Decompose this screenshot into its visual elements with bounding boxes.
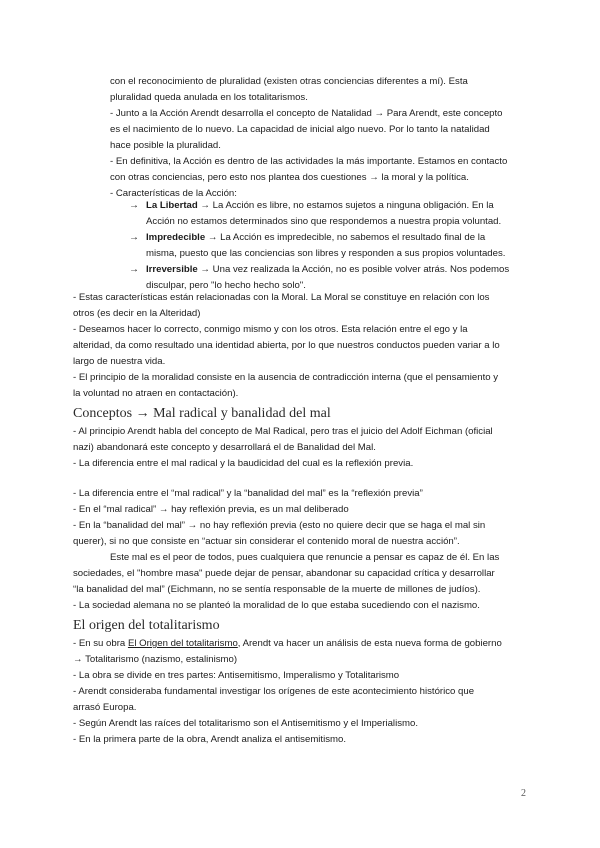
text-line: - El principio de la moralidad consiste en la ausencia de contradicción interna (que el pensamiento y (73, 372, 499, 383)
text-line: otros (es decir en la Alteridad) (73, 308, 201, 319)
characteristic-text: → La Acción es impredecible, no sabemos el resultado final de la (205, 232, 486, 243)
text-line: “la banalidad del mal” (Eichmann, no se sentía responsable de la muerte de millones de judíos). (73, 584, 481, 595)
book-title-link: El Origen del totalitarismo (127, 638, 238, 649)
text-line: - En el “mal radical” → hay reflexión previa, es un mal deliberado (73, 504, 349, 515)
text-line: sociedades, el "hombre masa" puede dejar de pensar, abandonar su capacidad crítica y desarrollar (73, 568, 495, 579)
text-line: es el nacimiento de lo nuevo. La capacidad de inicial algo nuevo. Por lo tanto la natalidad (110, 124, 490, 135)
text-line: - Al principio Arendt habla del concepto de Mal Radical, pero tras el juicio del Adolf Eichman (oficial (73, 426, 493, 437)
characteristic-text: → Una vez realizada la Acción, no es posible volver atrás. Nos podemos (197, 264, 510, 275)
page-number: 2 (521, 788, 526, 799)
text-run: , Arendt va hacer un análisis de esta nueva forma de gobierno (237, 638, 502, 649)
text-line: con el reconocimiento de pluralidad (existen otras conciencias diferentes a mí). Esta (110, 76, 468, 87)
text-line: → Totalitarismo (nazismo, estalinismo) (73, 654, 238, 665)
text-line: - La diferencia entre el “mal radical” y la “banalidad del mal” es la “reflexión previa” (73, 488, 423, 499)
characteristic-term: La Libertad (146, 200, 198, 211)
text-run: - En su obra (73, 638, 128, 649)
text-line: - La obra se divide en tres partes: Antisemitismo, Imperalismo y Totalitarismo (73, 670, 400, 681)
section-heading: Conceptos → Mal radical y banalidad del mal (73, 406, 331, 421)
text-line: - Junto a la Acción Arendt desarrolla el concepto de Natalidad → Para Arendt, este concepto (110, 108, 503, 119)
text-line: Acción no estamos determinados sino que respondemos a nuestra propia voluntad. (146, 216, 502, 227)
text-line: pluralidad queda anulada en los totalitarismos. (110, 92, 308, 103)
text-line: - Deseamos hacer lo correcto, conmigo mismo y con los otros. Esta relación entre el ego y la (73, 324, 468, 335)
characteristic-term: Irreversible (146, 264, 198, 275)
text-line: - Según Arendt las raíces del totalitarismo son el Antisemitismo y el Imperialismo. (73, 718, 418, 729)
text-line: misma, puesto que las conciencias son libres y responden a sus propios voluntades. (146, 248, 506, 259)
text-line: con otras conciencias, pero esto nos plantea dos cuestiones → la moral y la política. (110, 172, 469, 183)
text-line: Este mal es el peor de todos, pues cualquiera que renuncie a pensar es capaz de él. En las (110, 552, 500, 563)
text-line: - La diferencia entre el mal radical y la baudicidad del cual es la reflexión previa. (73, 458, 414, 469)
text-line: - En la “banalidad del mal” → no hay reflexión previa (esto no quiere decir que se haga el mal sin (73, 520, 486, 531)
characteristic-term: Impredecible (146, 232, 206, 243)
arrow-icon: → (129, 200, 139, 211)
text-line: - En definitiva, la Acción es dentro de las actividades la más importante. Estamos en contacto (110, 156, 508, 167)
text-line: hace posible la pluralidad. (110, 140, 221, 151)
characteristic-item (146, 232, 485, 244)
text-line: querer), si no que consiste en “actuar sin considerar el contenido moral de nuestra acción”. (73, 536, 460, 547)
text-line: largo de nuestra vida. (73, 356, 166, 367)
text-line: alteridad, da como resultado una identidad abierta, por lo que nuestros conductos pueden variar a lo (73, 340, 500, 351)
text-line (73, 638, 502, 650)
text-line: arrasó Europa. (73, 702, 137, 713)
text-line: - Arendt consideraba fundamental investigar los orígenes de este acontecimiento histórico que (73, 686, 475, 697)
arrow-icon: → (129, 264, 139, 275)
text-line: - Características de la Acción: (110, 188, 237, 199)
text-line: la voluntad no atraen en contactación). (73, 388, 239, 399)
arrow-icon: → (129, 232, 139, 243)
text-line: nazi) abandonará este concepto y desarrollará el de Banalidad del Mal. (73, 442, 376, 453)
text-line: - La sociedad alemana no se planteó la moralidad de lo que estaba sucediendo con el nazismo. (73, 600, 480, 611)
text-line: - Estas características están relacionadas con la Moral. La Moral se constituye en relación con los (73, 292, 490, 303)
characteristic-item (146, 264, 509, 276)
characteristic-text: → La Acción es libre, no estamos sujetos a ninguna obligación. En la (197, 200, 494, 211)
text-line: disculpar, pero "lo hecho hecho solo". (146, 280, 306, 291)
characteristic-item (146, 200, 494, 212)
section-heading: El origen del totalitarismo (73, 618, 220, 633)
text-line: - En la primera parte de la obra, Arendt analiza el antisemitismo. (73, 734, 347, 745)
